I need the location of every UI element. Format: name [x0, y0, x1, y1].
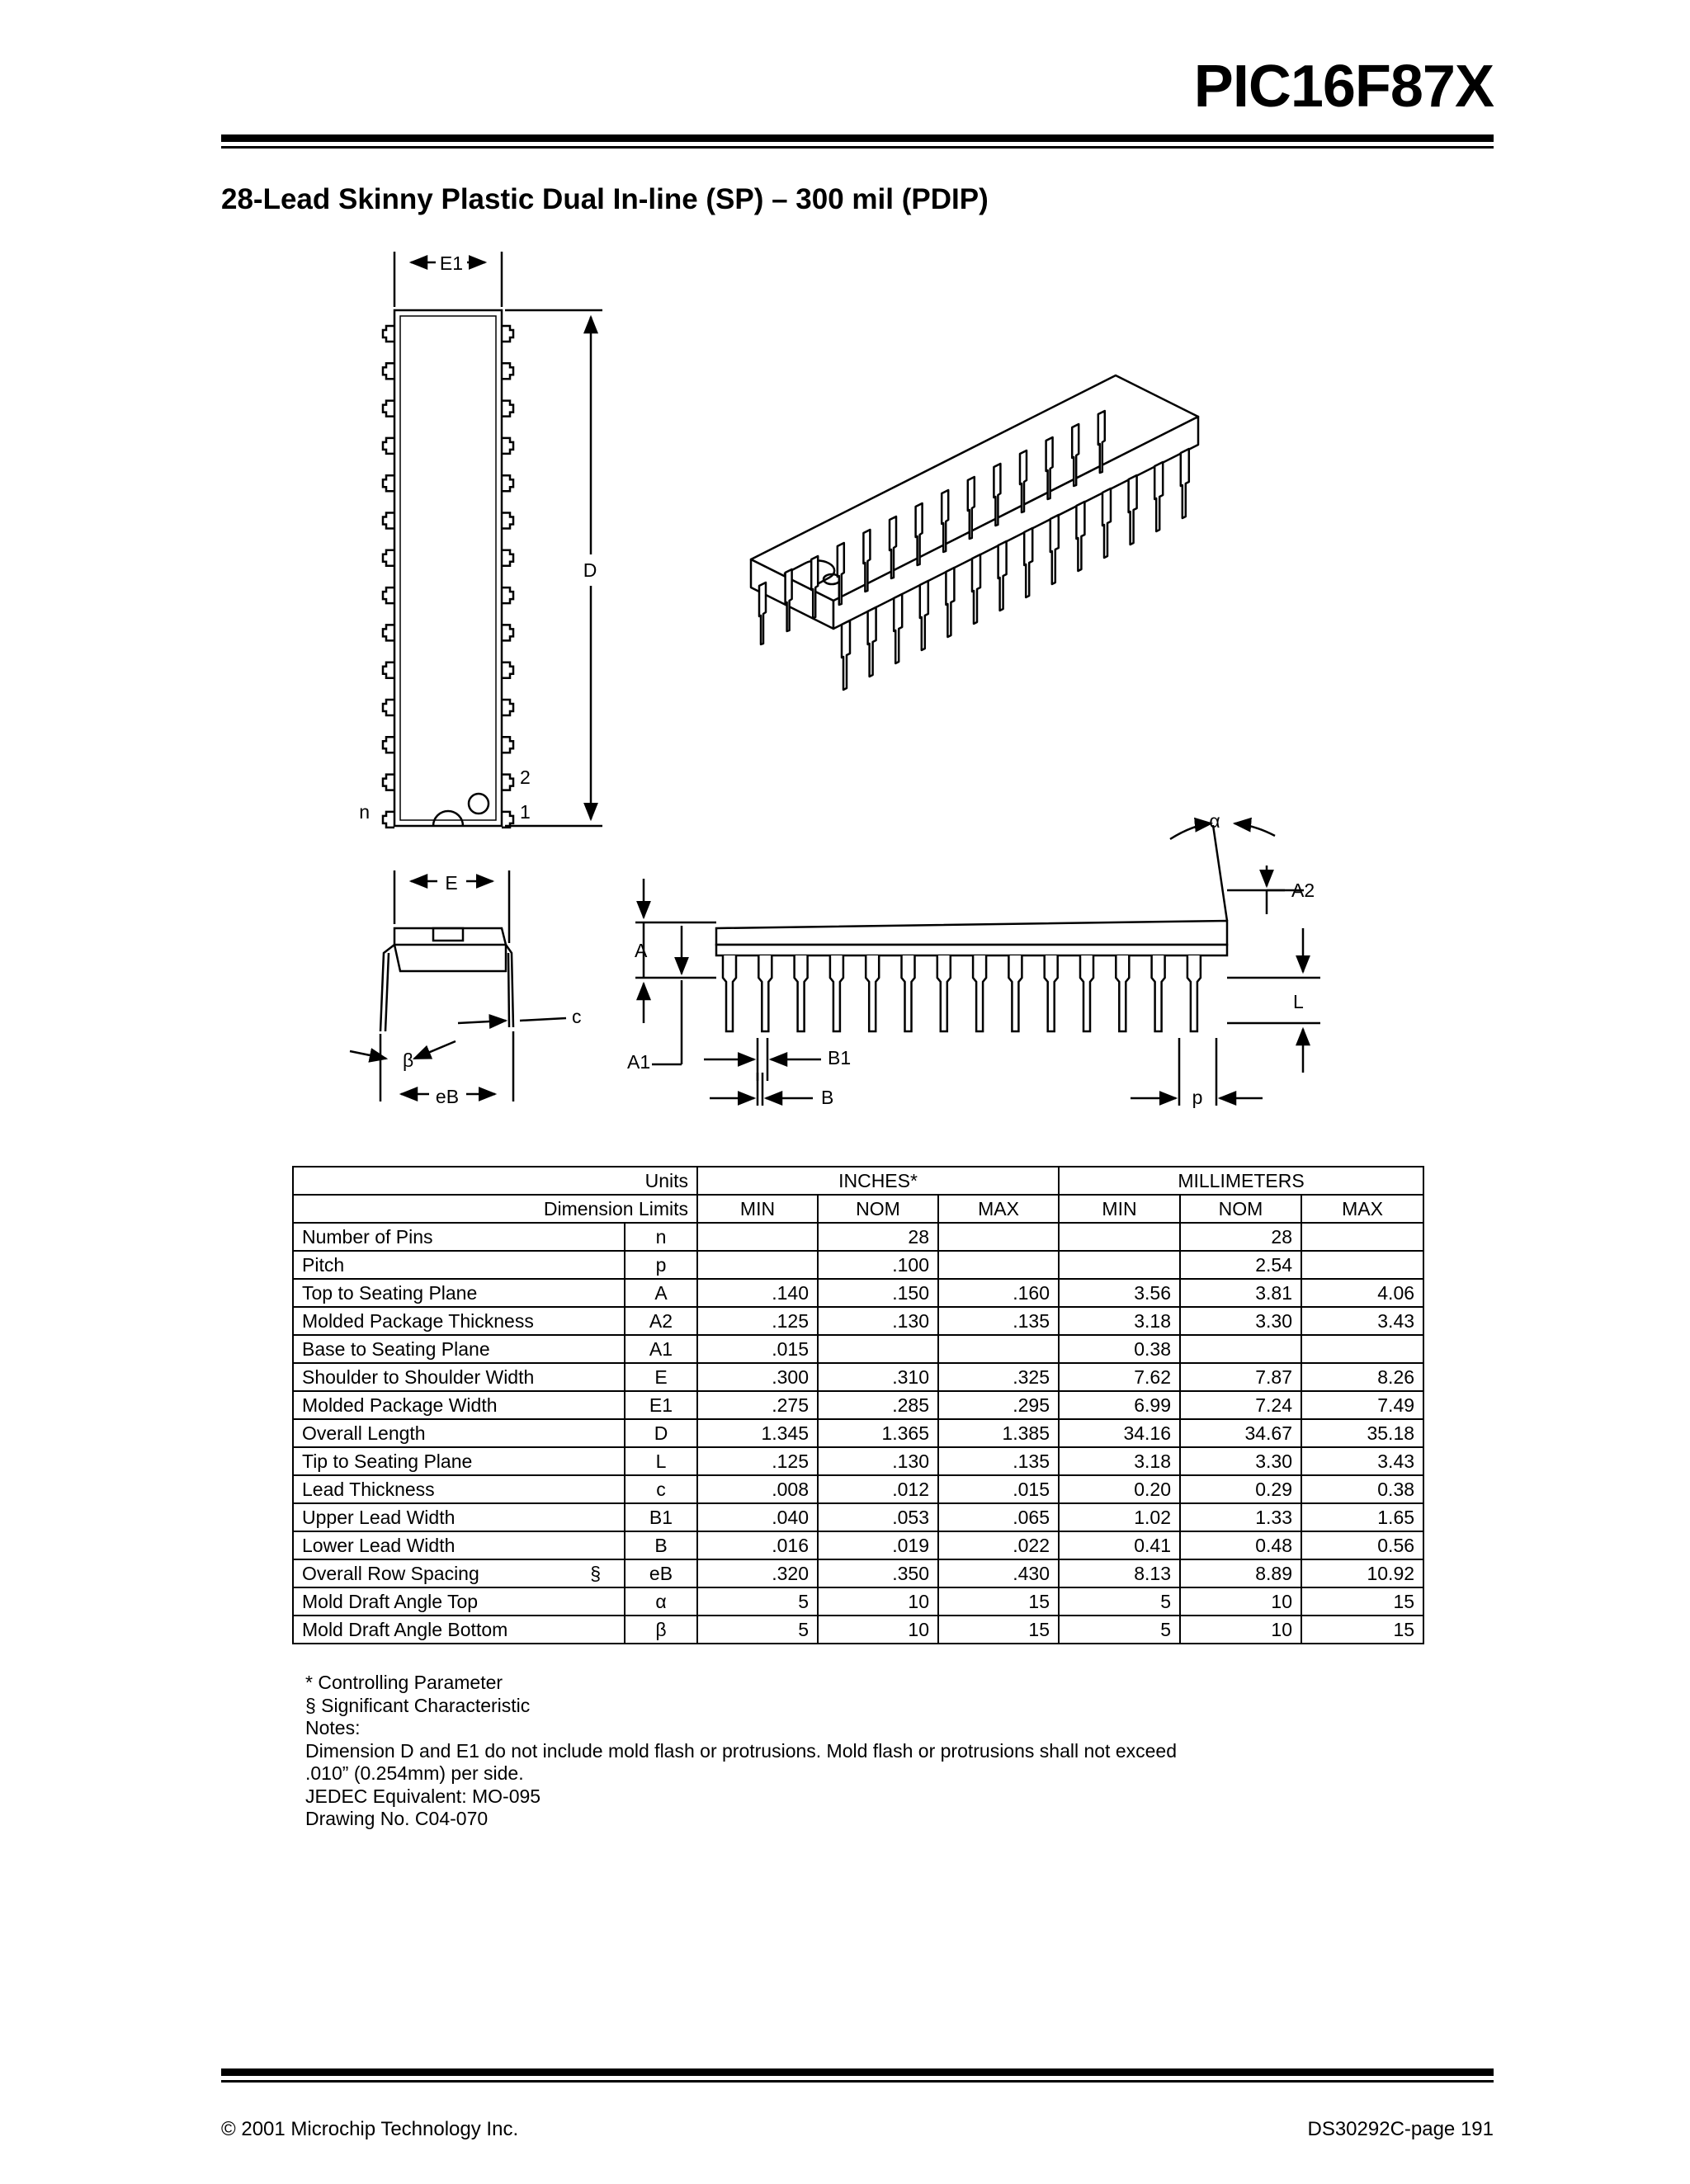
top-view-right-pins — [502, 326, 513, 828]
iso-pin-front — [1181, 449, 1189, 518]
label-l: L — [1293, 991, 1304, 1012]
value-cell — [1059, 1251, 1180, 1279]
value-cell: 10 — [1180, 1587, 1301, 1616]
table-row — [293, 1503, 1423, 1531]
value-cell: .100 — [818, 1251, 938, 1279]
value-cell: 4.06 — [1301, 1279, 1423, 1307]
iso-pin-back — [759, 583, 766, 644]
footer-rule-thick — [221, 2068, 1494, 2076]
pin-outline-left — [383, 700, 394, 715]
value-cell — [1301, 1223, 1423, 1251]
value-cell: .300 — [697, 1363, 818, 1391]
label-beta: β — [403, 1050, 414, 1071]
row-label — [293, 1531, 625, 1559]
value-cell: 3.43 — [1301, 1307, 1423, 1335]
value-cell: .065 — [938, 1503, 1059, 1531]
label-c: c — [572, 1006, 582, 1027]
value-cell: 0.56 — [1301, 1531, 1423, 1559]
pin-outline-right — [502, 438, 513, 454]
value-cell: 3.30 — [1180, 1447, 1301, 1475]
row-label-text: Molded Package Thickness — [302, 1310, 534, 1332]
side-pin — [758, 955, 772, 1031]
iso-pin-front — [1102, 488, 1111, 558]
row-label-text: Top to Seating Plane — [302, 1282, 478, 1304]
row-label — [293, 1307, 625, 1335]
row-label — [293, 1363, 625, 1391]
pin-outline-right — [502, 550, 513, 566]
table-row — [293, 1307, 1423, 1335]
label-a2: A2 — [1291, 880, 1315, 901]
value-cell: 10 — [818, 1616, 938, 1644]
table-row — [293, 1279, 1423, 1307]
row-label — [293, 1447, 625, 1475]
row-label — [293, 1223, 625, 1251]
notch-icon — [433, 811, 463, 826]
table-row — [293, 1391, 1423, 1419]
note-line: .010” (0.254mm) per side. — [305, 1762, 524, 1784]
label-p: p — [1192, 1087, 1203, 1108]
value-cell: 0.38 — [1301, 1475, 1423, 1503]
value-cell: 0.29 — [1180, 1475, 1301, 1503]
pin-outline-right — [502, 587, 513, 603]
table-row — [293, 1559, 1423, 1587]
label-e: E — [445, 872, 458, 894]
pin-outline-left — [383, 363, 394, 379]
pin-outline-left — [383, 775, 394, 790]
note-line: Drawing No. C04-070 — [305, 1808, 489, 1829]
value-cell: .150 — [818, 1279, 938, 1307]
value-cell: .016 — [697, 1531, 818, 1559]
pin-outline-left — [383, 587, 394, 603]
value-cell: 10 — [1180, 1616, 1301, 1644]
side-pin — [795, 955, 808, 1031]
row-label-text: Base to Seating Plane — [302, 1338, 490, 1360]
value-cell: 1.345 — [697, 1419, 818, 1447]
value-cell: .135 — [938, 1307, 1059, 1335]
row-label — [293, 1279, 625, 1307]
row-symbol: A2 — [625, 1307, 697, 1335]
iso-pin-front — [1154, 462, 1163, 531]
side-pin — [723, 955, 736, 1031]
iso-pin-front — [868, 607, 876, 677]
value-cell: 5 — [697, 1616, 818, 1644]
row-symbol: n — [625, 1223, 697, 1251]
side-pin — [937, 955, 951, 1031]
table-row — [293, 1616, 1423, 1644]
value-cell — [1059, 1223, 1180, 1251]
row-label-text: Pitch — [302, 1254, 345, 1276]
pin-outline-right — [502, 625, 513, 640]
row-label-text: Lower Lead Width — [302, 1535, 456, 1556]
table-row — [293, 1251, 1423, 1279]
pin-outline-right — [502, 700, 513, 715]
value-cell: 15 — [1301, 1587, 1423, 1616]
value-cell — [1301, 1335, 1423, 1363]
value-cell: .019 — [818, 1531, 938, 1559]
pin-outline-left — [383, 663, 394, 678]
value-cell: .130 — [818, 1307, 938, 1335]
value-cell: 2.54 — [1180, 1251, 1301, 1279]
row-label — [293, 1559, 625, 1587]
top-view — [383, 252, 602, 828]
iso-pin-front — [946, 568, 954, 637]
pin-outline-right — [502, 326, 513, 342]
table-row — [293, 1363, 1423, 1391]
pin-outline-left — [383, 550, 394, 566]
value-cell: .125 — [697, 1447, 818, 1475]
row-symbol: eB — [625, 1559, 697, 1587]
value-cell — [938, 1335, 1059, 1363]
value-cell: 1.02 — [1059, 1503, 1180, 1531]
label-b: B — [821, 1087, 834, 1108]
pin-outline-left — [383, 401, 394, 417]
value-cell: 3.56 — [1059, 1279, 1180, 1307]
pin1-dot-icon — [469, 794, 489, 814]
value-cell: 28 — [818, 1223, 938, 1251]
value-cell: .135 — [938, 1447, 1059, 1475]
row-label-text: Overall Row Spacing — [302, 1563, 479, 1584]
pin-outline-right — [502, 737, 513, 752]
end-view — [350, 870, 566, 1101]
value-cell: 10 — [818, 1587, 938, 1616]
value-cell: 5 — [1059, 1616, 1180, 1644]
iso-pin-front — [1076, 502, 1084, 571]
value-cell: .125 — [697, 1307, 818, 1335]
label-e1: E1 — [439, 252, 464, 274]
row-label — [293, 1335, 625, 1363]
row-symbol: β — [625, 1616, 697, 1644]
value-cell: 0.38 — [1059, 1335, 1180, 1363]
value-cell: .130 — [818, 1447, 938, 1475]
value-cell: .275 — [697, 1391, 818, 1419]
table-header-row-units — [293, 1167, 1423, 1195]
row-symbol: L — [625, 1447, 697, 1475]
label-pin1: 1 — [520, 801, 531, 823]
note-line: * Controlling Parameter — [305, 1672, 503, 1693]
row-symbol: E — [625, 1363, 697, 1391]
value-cell — [938, 1251, 1059, 1279]
col-header: NOM — [1180, 1195, 1301, 1223]
value-cell: 15 — [1301, 1616, 1423, 1644]
value-cell: 3.18 — [1059, 1307, 1180, 1335]
document-title: PIC16F87X — [1193, 54, 1494, 120]
pin-outline-left — [383, 737, 394, 752]
note-line: Notes: — [305, 1717, 361, 1738]
pin-outline-left — [383, 812, 394, 828]
label-a: A — [635, 940, 648, 961]
value-cell: 8.26 — [1301, 1363, 1423, 1391]
pin-outline-left — [383, 438, 394, 454]
value-cell: 1.33 — [1180, 1503, 1301, 1531]
label-n: n — [359, 801, 370, 823]
label-pin2: 2 — [520, 767, 531, 788]
side-pin — [973, 955, 986, 1031]
value-cell: 15 — [938, 1616, 1059, 1644]
pin-outline-right — [502, 401, 513, 417]
value-cell: 10.92 — [1301, 1559, 1423, 1587]
iso-pin-front — [972, 554, 980, 624]
table-row — [293, 1587, 1423, 1616]
value-cell: .015 — [697, 1335, 818, 1363]
pin-outline-right — [502, 513, 513, 529]
top-view-left-pins — [383, 326, 394, 828]
table-body — [293, 1223, 1423, 1644]
table-row — [293, 1531, 1423, 1559]
value-cell: 28 — [1180, 1223, 1301, 1251]
value-cell: 3.43 — [1301, 1447, 1423, 1475]
row-symbol: D — [625, 1419, 697, 1447]
note-line: § Significant Characteristic — [305, 1694, 531, 1716]
value-cell: .325 — [938, 1363, 1059, 1391]
value-cell: 34.16 — [1059, 1419, 1180, 1447]
col-header: MIN — [697, 1195, 818, 1223]
label-d: D — [583, 559, 597, 581]
row-symbol: A1 — [625, 1335, 697, 1363]
label-a1: A1 — [627, 1051, 651, 1073]
pin-outline-left — [383, 513, 394, 529]
row-symbol: B1 — [625, 1503, 697, 1531]
value-cell: 5 — [697, 1587, 818, 1616]
row-label — [293, 1391, 625, 1419]
value-cell: 1.365 — [818, 1419, 938, 1447]
value-cell: .015 — [938, 1475, 1059, 1503]
dimension-table — [292, 1166, 1424, 1644]
side-pin — [1008, 955, 1022, 1031]
section-title: 28-Lead Skinny Plastic Dual In-line (SP) – 300 mil (PDIP) — [221, 183, 989, 215]
footer-rule-thin — [221, 2080, 1494, 2083]
iso-pin-front — [998, 541, 1007, 611]
value-cell — [818, 1335, 938, 1363]
value-cell: .285 — [818, 1391, 938, 1419]
top-view-body — [394, 310, 502, 826]
iso-pin-back — [786, 569, 792, 631]
side-pin — [866, 955, 879, 1031]
inches-header: INCHES* — [697, 1167, 1059, 1195]
value-cell: 15 — [938, 1587, 1059, 1616]
value-cell: .053 — [818, 1503, 938, 1531]
value-cell: 7.62 — [1059, 1363, 1180, 1391]
side-pin — [1080, 955, 1093, 1031]
side-pin — [902, 955, 915, 1031]
value-cell: .140 — [697, 1279, 818, 1307]
value-cell: 0.20 — [1059, 1475, 1180, 1503]
value-cell: 8.13 — [1059, 1559, 1180, 1587]
value-cell: .310 — [818, 1363, 938, 1391]
row-symbol: p — [625, 1251, 697, 1279]
row-label — [293, 1475, 625, 1503]
row-label-text: Mold Draft Angle Top — [302, 1591, 479, 1612]
notes — [305, 1672, 1177, 1831]
value-cell — [1180, 1335, 1301, 1363]
footer-page-number: DS30292C-page 191 — [1307, 2118, 1494, 2140]
value-cell: 34.67 — [1180, 1419, 1301, 1447]
value-cell: 0.48 — [1180, 1531, 1301, 1559]
value-cell: 6.99 — [1059, 1391, 1180, 1419]
table-row — [293, 1223, 1423, 1251]
col-header: MIN — [1059, 1195, 1180, 1223]
table-row — [293, 1335, 1423, 1363]
side-pin — [1187, 955, 1201, 1031]
pin-outline-right — [502, 663, 513, 678]
significant-marker: § — [590, 1563, 601, 1584]
row-label-text: Overall Length — [302, 1422, 426, 1444]
value-cell: 3.18 — [1059, 1447, 1180, 1475]
value-cell — [697, 1251, 818, 1279]
row-label-text: Upper Lead Width — [302, 1507, 456, 1528]
value-cell: 7.24 — [1180, 1391, 1301, 1419]
value-cell: .040 — [697, 1503, 818, 1531]
row-symbol: E1 — [625, 1391, 697, 1419]
side-pin — [1045, 955, 1058, 1031]
row-label — [293, 1503, 625, 1531]
value-cell: 1.65 — [1301, 1503, 1423, 1531]
value-cell: 1.385 — [938, 1419, 1059, 1447]
value-cell: 7.49 — [1301, 1391, 1423, 1419]
value-cell: 0.41 — [1059, 1531, 1180, 1559]
value-cell: .022 — [938, 1531, 1059, 1559]
value-cell: 7.87 — [1180, 1363, 1301, 1391]
pin-outline-right — [502, 475, 513, 491]
value-cell — [1301, 1251, 1423, 1279]
pin-outline-left — [383, 326, 394, 342]
side-pin — [1152, 955, 1165, 1031]
footer-copyright: © 2001 Microchip Technology Inc. — [221, 2118, 519, 2140]
table-header-row-limits — [293, 1195, 1423, 1223]
label-eb: eB — [435, 1086, 460, 1107]
side-pin — [1116, 955, 1129, 1031]
table-row — [293, 1447, 1423, 1475]
iso-pin-front — [920, 581, 928, 650]
row-label — [293, 1251, 625, 1279]
note-line: Dimension D and E1 do not include mold flash or protrusions. Mold flash or protrusions shall not exceed — [305, 1739, 1178, 1762]
row-label-text: Number of Pins — [302, 1226, 433, 1248]
value-cell: .320 — [697, 1559, 818, 1587]
row-label-text: Lead Thickness — [302, 1479, 435, 1500]
value-cell — [697, 1223, 818, 1251]
value-cell: 35.18 — [1301, 1419, 1423, 1447]
value-cell — [938, 1223, 1059, 1251]
row-label — [293, 1616, 625, 1644]
col-header: NOM — [818, 1195, 938, 1223]
col-header: MAX — [1301, 1195, 1423, 1223]
row-symbol: A — [625, 1279, 697, 1307]
pin-outline-right — [502, 775, 513, 790]
row-symbol: B — [625, 1531, 697, 1559]
dimension-limits-header: Dimension Limits — [293, 1195, 697, 1223]
table-row — [293, 1419, 1423, 1447]
row-label — [293, 1587, 625, 1616]
row-label-text: Tip to Seating Plane — [302, 1450, 473, 1472]
side-pin — [830, 955, 843, 1031]
row-label-text: Shoulder to Shoulder Width — [302, 1366, 535, 1388]
value-cell: 3.81 — [1180, 1279, 1301, 1307]
label-b1: B1 — [828, 1047, 852, 1068]
pin-outline-left — [383, 475, 394, 491]
value-cell: .012 — [818, 1475, 938, 1503]
iso-pin-front — [894, 594, 902, 663]
iso-pin-front — [842, 620, 850, 690]
iso-pin-front — [1050, 515, 1059, 584]
row-label-text: Molded Package Width — [302, 1394, 498, 1416]
millimeters-header: MILLIMETERS — [1059, 1167, 1423, 1195]
note-line: JEDEC Equivalent: MO-095 — [305, 1785, 541, 1807]
value-cell: .350 — [818, 1559, 938, 1587]
pin-outline-right — [502, 363, 513, 379]
value-cell: .008 — [697, 1475, 818, 1503]
value-cell: .160 — [938, 1279, 1059, 1307]
value-cell: 3.30 — [1180, 1307, 1301, 1335]
side-view — [635, 823, 1320, 1106]
col-header: MAX — [938, 1195, 1059, 1223]
row-label-text: Mold Draft Angle Bottom — [302, 1619, 508, 1640]
iso-pin-front — [1024, 528, 1032, 597]
isometric-view — [751, 375, 1198, 690]
value-cell: .430 — [938, 1559, 1059, 1587]
units-header: Units — [293, 1167, 697, 1195]
row-label — [293, 1419, 625, 1447]
row-symbol: α — [625, 1587, 697, 1616]
iso-pin-front — [1129, 475, 1137, 545]
value-cell: .295 — [938, 1391, 1059, 1419]
table-row — [293, 1475, 1423, 1503]
value-cell: 8.89 — [1180, 1559, 1301, 1587]
pin-outline-left — [383, 625, 394, 640]
label-alpha: α — [1209, 810, 1220, 832]
row-symbol: c — [625, 1475, 697, 1503]
side-view-pins — [723, 955, 1201, 1031]
value-cell: 5 — [1059, 1587, 1180, 1616]
